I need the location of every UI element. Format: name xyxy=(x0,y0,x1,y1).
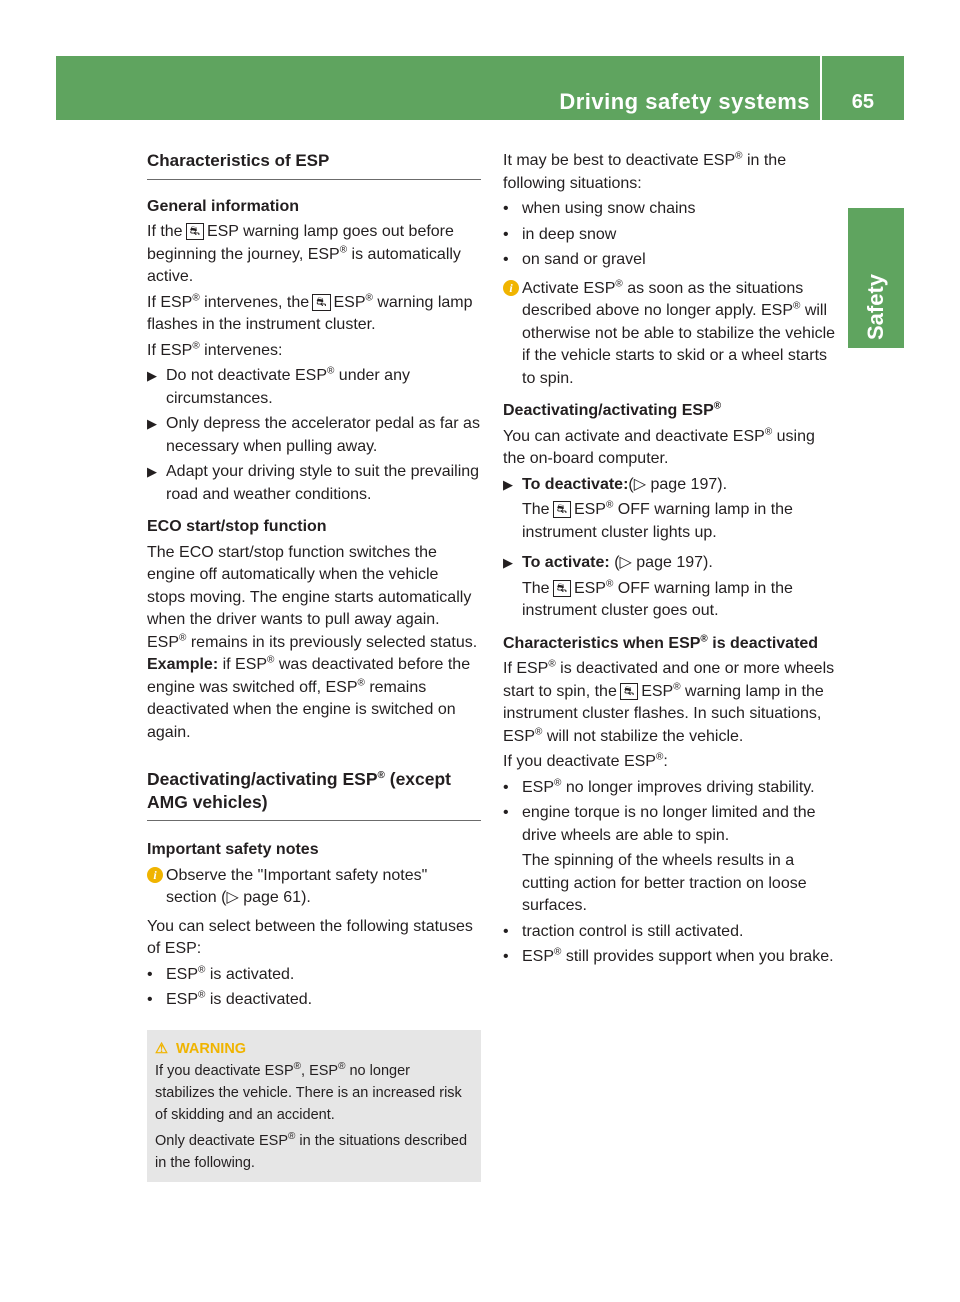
paragraph: You can activate and deactivate ESP® using the on-board computer. xyxy=(503,426,815,467)
characteristics-heading: Characteristics of ESP xyxy=(147,150,481,180)
esp-off-icon: ⛐ xyxy=(553,501,571,518)
list-item: • in deep snow xyxy=(503,225,617,243)
paragraph: The ECO start/stop function switches the engine off automatically when the vehicle stops moving. The engine starts automatically when the driver wants to pull away again. ESP® remains in its previously selected status. Example: if ESP® was deactivated before the engine was switched off, ESP® remains deactivated when the engine is switched on again. xyxy=(147,543,478,741)
arrow-icon: ▶ xyxy=(503,555,513,570)
esp-off-icon: ⛐ xyxy=(553,580,571,597)
result-text: The ⛐ ESP® OFF warning lamp in the instrument cluster goes out. xyxy=(522,578,793,619)
warning-title: WARNING xyxy=(176,1040,247,1057)
instruction-step: ▶ Adapt your driving style to suit the prevailing road and weather conditions. xyxy=(147,463,480,503)
info-icon: i xyxy=(503,280,519,296)
arrow-icon: ▶ xyxy=(503,476,513,492)
arrow-icon: ▶ xyxy=(147,416,157,431)
result-text: The ⛐ ESP® OFF warning lamp in the instrument cluster lights up. xyxy=(522,499,793,541)
page-link[interactable]: page 197). xyxy=(636,554,713,571)
chapter-tab-label: Safety xyxy=(863,273,888,340)
list-item: • ESP® still provides support when you brake. xyxy=(503,946,834,965)
page-header xyxy=(56,56,904,120)
paragraph: If ESP® intervenes: xyxy=(147,340,283,359)
warning-box: ⚠ WARNING If you deactivate ESP®, ESP® no longer stabilizes the vehicle. There is an increased risk of skidding and an accident. Only deactivate ESP® in the situations described in the following. xyxy=(147,1030,481,1182)
list-item: • on sand or gravel xyxy=(503,251,646,268)
section-title: Driving safety systems xyxy=(559,56,822,120)
characteristics-deactivated-heading: Characteristics when ESP® is deactivated xyxy=(503,633,819,652)
warning-triangle-icon: ⚠ xyxy=(155,1040,168,1057)
info-icon: i xyxy=(147,867,163,883)
paragraph: It may be best to deactivate ESP® in the following situations: xyxy=(503,150,787,192)
instruction-step: ▶ To activate: (▷ page 197). xyxy=(503,552,837,575)
instruction-step: ▶ To deactivate:(▷ page 197). xyxy=(503,474,837,497)
eco-heading: ECO start/stop function xyxy=(147,518,327,535)
list-item: • traction control is still activated. xyxy=(503,922,744,940)
list-item: • when using snow chains xyxy=(503,200,696,217)
instruction-step: ▶ Only depress the accelerator pedal as far as necessary when pulling away. xyxy=(147,415,480,455)
page-number: 65 xyxy=(851,91,874,113)
esp-warning-icon: ⛐ xyxy=(620,683,638,700)
page-link[interactable]: page 61). xyxy=(243,889,311,906)
left-column xyxy=(147,150,481,1182)
safety-notes-heading: Important safety notes xyxy=(147,841,319,858)
list-item: • ESP® no longer improves driving stability. xyxy=(503,777,815,796)
general-info-heading: General information xyxy=(147,197,300,215)
list-item: • ESP® is activated. xyxy=(147,964,295,983)
page-link[interactable]: page 197). xyxy=(650,475,728,493)
instruction-step: ▶ Do not deactivate ESP® under any circumstances. xyxy=(147,365,410,407)
paragraph: If the ⛐ ESP warning lamp goes out before beginning the journey, ESP® is automatically active. xyxy=(147,223,461,285)
right-column xyxy=(503,150,837,972)
paragraph: If you deactivate ESP®: xyxy=(503,751,668,770)
paragraph: If ESP® intervenes, the ⛐ ESP® warning lamp flashes in the instrument cluster. xyxy=(147,292,473,333)
info-note: i Activate ESP® as soon as the situations described above no longer apply. ESP® will otherwise not be able to stabilize the vehicle if the vehicle starts to skid or a wheel starts to spin. xyxy=(503,278,837,391)
esp-warning-icon: ⛐ xyxy=(312,294,330,311)
paragraph: If ESP® is deactivated and one or more wheels start to spin, the ⛐ ESP® warning lamp in the instrument cluster flashes. In such situations, ESP® will not stabilize the vehicle. xyxy=(503,658,835,745)
list-item: • ESP® is deactivated. xyxy=(147,989,313,1008)
paragraph: You can select between the following statuses of ESP: xyxy=(147,917,473,957)
deactivate-activate-heading: Deactivating/activating ESP® xyxy=(503,400,722,419)
list-item-detail: The spinning of the wheels results in a cutting action for better traction on loose surfaces. xyxy=(522,852,807,914)
arrow-icon: ▶ xyxy=(147,368,157,383)
esp-warning-icon: ⛐ xyxy=(186,223,204,240)
arrow-icon: ▶ xyxy=(147,464,157,479)
chapter-tab[interactable] xyxy=(848,208,904,348)
deactivating-heading: Deactivating/activating ESP® (except AMG vehicles) xyxy=(147,768,481,821)
info-note: i Observe the "Important safety notes" section (▷ page 61). xyxy=(147,865,481,910)
list-item: • engine torque is no longer limited and the drive wheels are able to spin. xyxy=(503,804,816,844)
